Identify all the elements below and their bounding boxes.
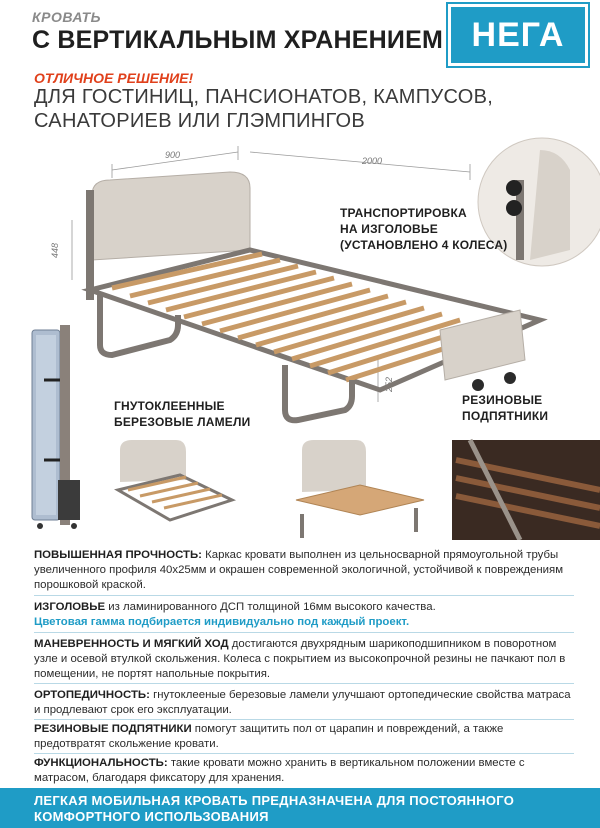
divider xyxy=(34,753,574,754)
feature-function-text: такие кровати можно хранить в вертикальном положении вместе с матрасом, благодаря фиксатору для хранения. xyxy=(34,757,525,784)
callout-transport-line-2: НА ИЗГОЛОВЬЕ xyxy=(340,222,438,236)
callout-rubber-line-2: ПОДПЯТНИКИ xyxy=(462,409,549,423)
divider xyxy=(34,683,574,684)
mattress-photo xyxy=(290,440,430,540)
feature-strength xyxy=(34,548,574,593)
callout-rubber xyxy=(462,392,548,424)
footer-banner xyxy=(0,788,600,828)
dim-length: 2000 xyxy=(362,156,383,166)
rubber-feet-photo xyxy=(452,440,600,540)
folded-bed-illustration xyxy=(32,325,80,529)
divider xyxy=(34,595,574,596)
callout-transport-line-1: ТРАНСПОРТИРОВКА xyxy=(340,206,467,220)
bed-drawing xyxy=(0,130,600,540)
divider xyxy=(34,632,574,633)
feature-strength-label: ПОВЫШЕННАЯ ПРОЧНОСТЬ: xyxy=(34,549,202,561)
feature-function xyxy=(34,756,574,786)
callout-slats xyxy=(114,398,250,430)
dim-height: 448 xyxy=(50,242,60,258)
feature-headboard xyxy=(34,600,574,630)
product-illustration xyxy=(0,130,600,540)
callout-transport xyxy=(340,205,507,253)
feature-maneuver-text: достигаются двухрядным шарикоподшипником в поворотном узле и осевой втулкой скольжения. Колеса с покрытием из высокопрочной резины не пачкают пол в помещении, не портят напольные покрытия. xyxy=(34,638,566,680)
callout-slats-line-2: БЕРЕЗОВЫЕ ЛАМЕЛИ xyxy=(114,415,251,429)
footer-line-1: ЛЕГКАЯ МОБИЛЬНАЯ КРОВАТЬ ПРЕДНАЗНАЧЕНА ДЛЯ ПОСТОЯННОГО xyxy=(34,793,515,808)
subheading-line-2: САНАТОРИЕВ ИЛИ ГЛЭМПИНГОВ xyxy=(34,110,365,132)
page-title: С ВЕРТИКАЛЬНЫМ ХРАНЕНИЕМ xyxy=(32,26,444,54)
feature-strength-text: Каркас кровати выполнен из цельносварной прямоугольной трубы увеличенного профиля 40x25мм и окрашен современной экологичной, устойчивой к повреждениям порошковой краской. xyxy=(34,549,564,591)
slats-photo xyxy=(108,440,238,540)
feature-ortho xyxy=(34,688,574,718)
feature-headboard-accent: Цветовая гамма подбирается индивидуально под каждый проект. xyxy=(34,616,410,628)
dim-leg: 252 xyxy=(384,376,394,392)
feature-maneuver xyxy=(34,637,574,682)
brand-logo xyxy=(448,4,588,66)
callout-rubber-line-1: РЕЗИНОВЫЕ xyxy=(462,393,543,407)
header-kicker: КРОВАТЬ xyxy=(32,9,102,25)
divider xyxy=(34,719,574,720)
feature-rubber xyxy=(34,722,574,752)
feature-ortho-text: гнутоклееные березовые ламели улучшают ортопедические свойства матраса и продлевают срок его эксплуатации. xyxy=(34,689,571,716)
feature-ortho-label: ОРТОПЕДИЧНОСТЬ: xyxy=(34,689,150,701)
feature-headboard-text: из ламинированного ДСП толщиной 16мм высокого качества. xyxy=(105,601,436,613)
feature-function-label: ФУНКЦИОНАЛЬНОСТЬ: xyxy=(34,757,168,769)
feature-rubber-text: помогут защитить пол от царапин и повреждений, а также предотвратят скольжение кровати. xyxy=(34,723,504,750)
feature-rubber-label: РЕЗИНОВЫЕ ПОДПЯТНИКИ xyxy=(34,723,192,735)
page-header xyxy=(0,0,600,62)
dim-width: 900 xyxy=(165,150,181,160)
brand-logo-text: НЕГА xyxy=(471,15,565,54)
feature-headboard-label: ИЗГОЛОВЬЕ xyxy=(34,601,106,613)
footer-line-2: КОМФОРТНОГО ИСПОЛЬЗОВАНИЯ xyxy=(34,809,269,824)
feature-maneuver-label: МАНЕВРЕННОСТЬ И МЯГКИЙ ХОД xyxy=(34,638,229,650)
callout-slats-line-1: ГНУТОКЛЕЕННЫЕ xyxy=(114,399,225,413)
subheading-kicker: ОТЛИЧНОЕ РЕШЕНИЕ! xyxy=(34,70,194,86)
subheading-line-1: ДЛЯ ГОСТИНИЦ, ПАНСИОНАТОВ, КАМПУСОВ, xyxy=(34,86,494,108)
callout-transport-line-3: (УСТАНОВЛЕНО 4 КОЛЕСА) xyxy=(340,238,508,252)
